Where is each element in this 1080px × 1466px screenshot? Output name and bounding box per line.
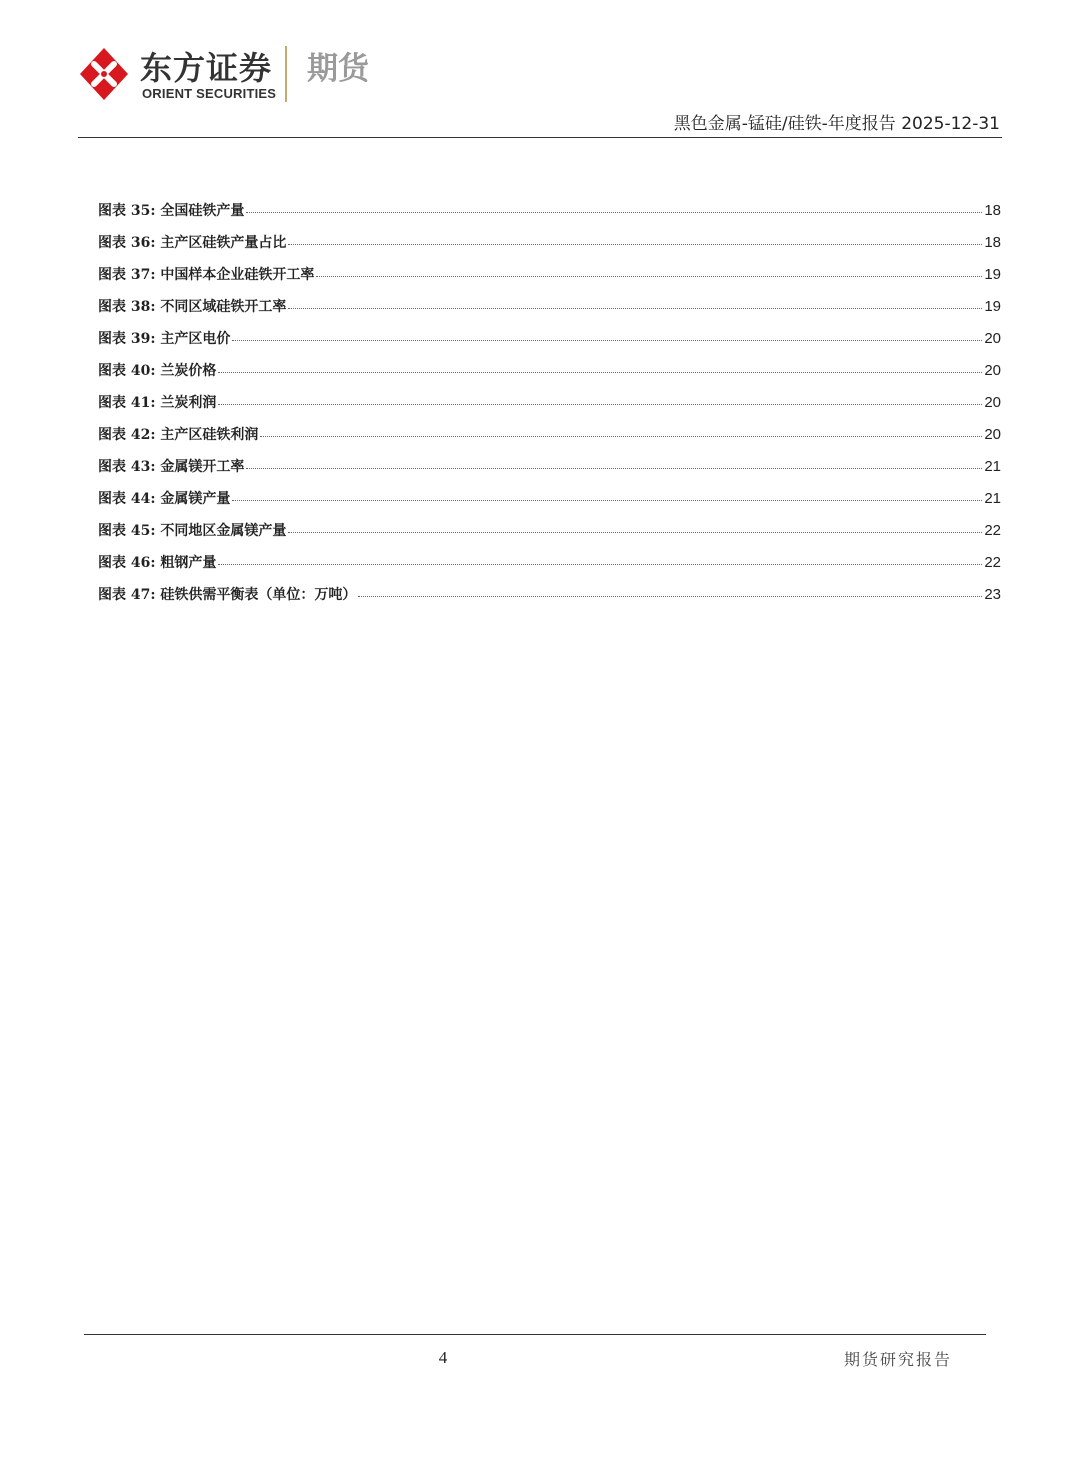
page-number: 4 <box>438 1348 448 1367</box>
toc-entry-page: 21 <box>984 490 1001 507</box>
toc-entry-page: 22 <box>984 554 1001 571</box>
toc-entry-label: 图表 37: 中国样本企业硅铁开工率 <box>98 267 315 283</box>
toc-leader-dots <box>232 324 982 341</box>
toc-entry-page: 20 <box>984 330 1001 347</box>
toc-leader-dots <box>288 516 982 533</box>
brand-name-en: ORIENT SECURITIES <box>142 86 277 101</box>
toc-entry-page: 20 <box>984 362 1001 379</box>
toc-entry[interactable] <box>98 262 1001 294</box>
toc-leader-dots <box>358 580 982 597</box>
toc-entry-page: 23 <box>984 586 1001 603</box>
toc-entry[interactable] <box>98 582 1001 614</box>
toc-entry-page: 18 <box>984 234 1001 251</box>
toc-entry-label: 图表 40: 兰炭价格 <box>98 363 217 379</box>
toc-leader-dots <box>218 356 982 373</box>
header-rule <box>78 137 1002 138</box>
footer-rule <box>84 1334 986 1335</box>
toc-entry-label: 图表 35: 全国硅铁产量 <box>98 203 245 219</box>
toc-entry[interactable] <box>98 358 1001 390</box>
toc-leader-dots <box>246 196 982 213</box>
toc-entry-label: 图表 39: 主产区电价 <box>98 331 231 347</box>
toc-entry-page: 22 <box>984 522 1001 539</box>
toc-entry-label: 图表 44: 金属镁产量 <box>98 491 231 507</box>
toc-entry-label: 图表 42: 主产区硅铁利润 <box>98 427 259 443</box>
report-header-title: 黑色金属-锰硅/硅铁-年度报告 2025-12-31 <box>673 114 1000 134</box>
toc-leader-dots <box>260 420 982 437</box>
toc-entry[interactable] <box>98 326 1001 358</box>
logo-divider <box>285 46 287 102</box>
toc-entry-label: 图表 43: 金属镁开工率 <box>98 459 245 475</box>
toc-entry-label: 图表 36: 主产区硅铁产量占比 <box>98 235 287 251</box>
toc-leader-dots <box>232 484 982 501</box>
toc-leader-dots <box>316 260 982 277</box>
toc-entry-label: 图表 46: 粗钢产量 <box>98 555 217 571</box>
footer-label: 期货研究报告 <box>843 1350 952 1369</box>
toc-leader-dots <box>288 292 982 309</box>
toc-entry-page: 21 <box>984 458 1001 475</box>
toc-leader-dots <box>218 548 982 565</box>
brand-name-cn: 东方证券 <box>140 49 273 87</box>
toc-leader-dots <box>218 388 982 405</box>
toc-entry-page: 18 <box>984 202 1001 219</box>
toc-entry[interactable] <box>98 198 1001 230</box>
toc-entry[interactable] <box>98 518 1001 550</box>
toc-entry[interactable] <box>98 454 1001 486</box>
toc-entry-page: 19 <box>984 298 1001 315</box>
toc-leader-dots <box>288 228 982 245</box>
toc-entry[interactable] <box>98 422 1001 454</box>
toc-entry-label: 图表 47: 硅铁供需平衡表（单位：万吨） <box>98 587 357 603</box>
toc-entry-page: 19 <box>984 266 1001 283</box>
toc-entry-label: 图表 41: 兰炭利润 <box>98 395 217 411</box>
toc-entry-label: 图表 45: 不同地区金属镁产量 <box>98 523 287 539</box>
toc-entry[interactable] <box>98 550 1001 582</box>
toc-entry[interactable] <box>98 294 1001 326</box>
toc-leader-dots <box>246 452 982 469</box>
toc-entry[interactable] <box>98 230 1001 262</box>
toc-entry[interactable] <box>98 390 1001 422</box>
toc-entry[interactable] <box>98 486 1001 518</box>
toc-entry-page: 20 <box>984 394 1001 411</box>
toc-entry-label: 图表 38: 不同区域硅铁开工率 <box>98 299 287 315</box>
table-of-figures <box>98 198 1001 614</box>
orient-securities-logo-icon <box>78 46 130 102</box>
brand-subtitle: 期货 <box>307 51 369 87</box>
toc-entry-page: 20 <box>984 426 1001 443</box>
